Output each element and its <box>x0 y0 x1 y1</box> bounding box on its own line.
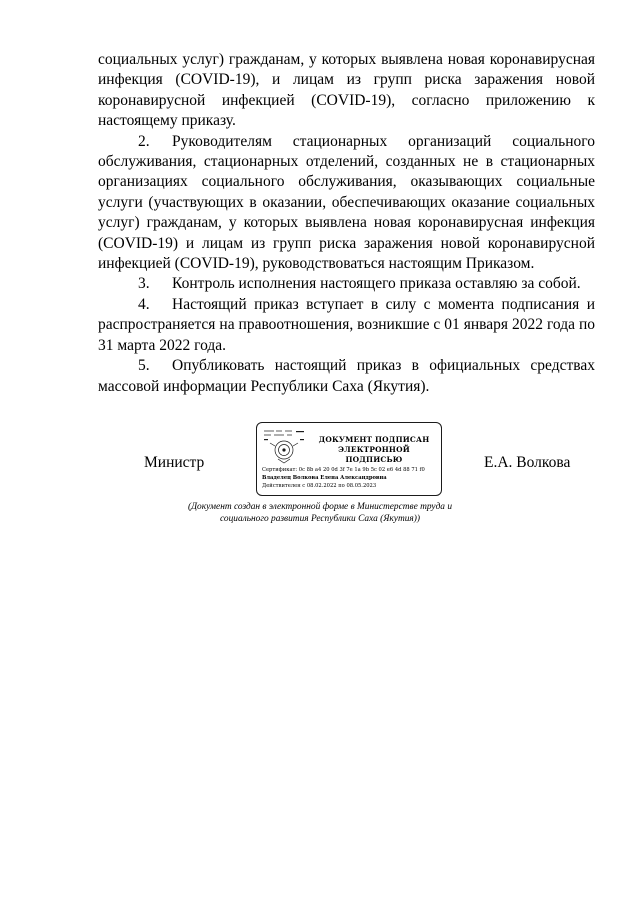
item-text: Опубликовать настоящий приказ в официальных средствах массовой информации Республики Саха (Якутия). <box>98 357 595 395</box>
item-number: 3. <box>138 275 150 293</box>
footnote-line: (Документ создан в электронной форме в Министерстве труда и <box>187 502 453 512</box>
footnote-line: социального развития Республики Саха (Якутия)) <box>219 514 421 524</box>
coat-of-arms-icon <box>262 428 306 466</box>
item-text: Настоящий приказ вступает в силу с момента подписания и распространяется на правоотношения, возникшие с 01 января 2022 года по 31 марта 2022 года. <box>98 295 595 354</box>
item-2 <box>98 132 595 275</box>
item-5 <box>98 356 595 397</box>
stamp-title-line: ДОКУМЕНТ ПОДПИСАН <box>318 435 430 444</box>
item-3 <box>98 274 595 294</box>
stamp-title-line: ЭЛЕКТРОННОЙ ПОДПИСЬЮ <box>338 445 410 464</box>
item-text: Контроль исполнения настоящего приказа оставляю за собой. <box>172 275 581 293</box>
signer-name: Е.А. Волкова <box>484 454 571 471</box>
item-number: 2. <box>138 132 150 150</box>
stamp-certificate: Сертификат: 0c 8b a4 20 0d 3f 7e 1a 9b 5c 02 e6 4d 88 71 f0 <box>262 467 425 473</box>
paragraph-continuation: социальных услуг) гражданам, у которых выявлена новая коронавирусная инфекция (COVID-19), и лицам из групп риска заражения новой коронавирусной инфекцией (COVID-19), согласно приложению к настоящему приказу. <box>98 51 595 130</box>
stamp-title <box>309 435 439 465</box>
document-footnote <box>180 501 460 525</box>
item-number: 4. <box>138 295 150 313</box>
item-number: 5. <box>138 357 150 375</box>
order-body <box>98 50 595 397</box>
item-4 <box>98 295 595 356</box>
stamp-owner: Владелец Волкова Елена Александровна <box>262 475 387 481</box>
signer-role: Министр <box>144 454 205 471</box>
item-text: Руководителям стационарных организаций социального обслуживания, стационарных отделений, созданных не в стационарных организациях социального обслуживания, оказывающих социальные услуги (участвующих в оказании, обеспечивающих оказание социальных услуг) гражданам, у которых выявлена новая коронавирусная инфекция (COVID-19) и лицам из групп риска заражения новой коронавирусной инфекцией (COVID-19), руководствоваться настоящим Приказом. <box>98 132 595 273</box>
stamp-validity: Действителен с 08.02.2022 по 08.05.2023 <box>262 483 377 489</box>
electronic-signature-stamp <box>256 422 442 496</box>
